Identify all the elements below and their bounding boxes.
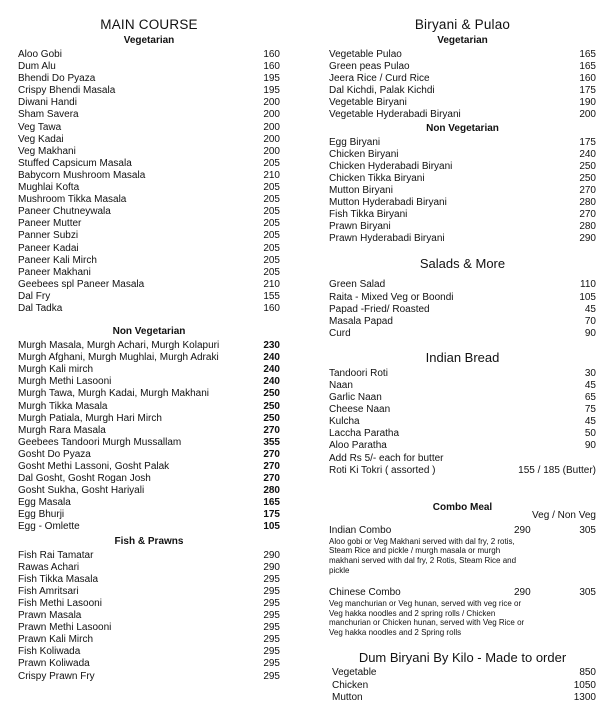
item-name: Mutton Biryani (329, 184, 393, 196)
menu-item (18, 122, 280, 134)
item-price: 295 (263, 646, 280, 658)
menu-item (329, 428, 596, 440)
menu-item (329, 185, 596, 197)
item-name: Vegetable Hyderabadi Biryani (329, 109, 461, 121)
left-veg-heading: Vegetarian (123, 35, 175, 46)
menu-item (329, 61, 596, 73)
fish-list (18, 550, 280, 683)
item-name: Veg Makhani (18, 145, 76, 157)
item-price: 90 (584, 327, 596, 339)
item-price: 240 (263, 364, 280, 376)
item-price: 165 (263, 497, 280, 509)
menu-item (18, 521, 280, 533)
item-price: 160 (579, 73, 596, 85)
menu-item (18, 598, 280, 610)
item-price: 105 (579, 291, 596, 303)
item-name: Gosht Sukha, Gosht Hariyali (18, 485, 145, 497)
item-price: 205 (263, 218, 280, 230)
dum-biryani-list (332, 667, 596, 703)
item-price: 250 (263, 388, 280, 400)
item-name: Murgh Masala, Murgh Achari, Murgh Kolapuri (18, 340, 220, 352)
menu-item (18, 562, 280, 574)
item-name: Chicken (332, 679, 369, 691)
item-price: 160 (263, 61, 280, 73)
item-name: Aloo Paratha (329, 440, 387, 452)
right-nonveg-heading: Non Vegetarian (426, 122, 499, 134)
item-name: Laccha Paratha (329, 428, 400, 440)
right-veg-heading: Vegetarian (437, 35, 488, 46)
menu-item (329, 279, 596, 291)
item-name: Mughlai Kofta (18, 182, 80, 194)
menu-item (329, 109, 596, 121)
menu-item (18, 671, 280, 683)
menu-item (18, 413, 280, 425)
item-name: Rawas Achari (18, 561, 80, 573)
menu-item (18, 622, 280, 634)
menu-item (329, 97, 596, 109)
menu-item (329, 440, 596, 452)
item-price: 295 (263, 585, 280, 597)
item-price: 1300 (573, 691, 596, 703)
menu-item (18, 61, 280, 73)
item-price: 200 (263, 97, 280, 109)
dum-biryani-title: Dum Biryani By Kilo - Made to order (358, 650, 567, 666)
item-price: 270 (263, 448, 280, 460)
menu-item (18, 550, 280, 562)
item-name: Stuffed Capsicum Masala (18, 157, 132, 169)
item-name: Murgh Tawa, Murgh Kadai, Murgh Makhani (18, 388, 210, 400)
menu-item (18, 182, 280, 194)
menu-item (18, 255, 280, 267)
menu-item (329, 173, 596, 185)
item-price: 205 (263, 194, 280, 206)
menu-item (329, 380, 596, 392)
item-name: Vegetable Pulao (329, 49, 402, 60)
item-price: 295 (263, 610, 280, 622)
item-name: Murgh Afghani, Murgh Mughlai, Murgh Adraki (18, 352, 219, 364)
item-name: Veg Tawa (18, 121, 62, 133)
menu-item (329, 316, 596, 328)
item-price: 270 (263, 424, 280, 436)
item-name: Papad -Fried/ Roasted (329, 303, 430, 315)
item-price: 290 (263, 549, 280, 561)
item-name: Add Rs 5/- each for butter (329, 452, 444, 464)
item-name: Dal Gosht, Gosht Rogan Josh (18, 473, 151, 485)
item-name: Gosht Do Pyaza (18, 448, 91, 460)
menu-item (18, 646, 280, 658)
menu-item (18, 388, 280, 400)
item-name: Murgh Kali mirch (18, 364, 94, 376)
combo-description: Aloo gobi or Veg Makhani served with dal fry, 2 rotis, Steam Rice and pickle / murgh masala or murgh makhani served with dal fry, 2 Rotis, Steam Rice and pickle (329, 536, 517, 575)
item-name: Dal Kichdi, Palak Kichdi (329, 85, 435, 97)
menu-item (18, 291, 280, 303)
item-name: Crispy Bhendi Masala (18, 85, 116, 97)
menu-item (18, 158, 280, 170)
item-price: 195 (263, 85, 280, 97)
item-name: Murgh Methi Lasooni (18, 376, 112, 388)
item-price: 195 (263, 73, 280, 85)
item-name: Garlic Naan (329, 392, 382, 404)
item-price: 210 (263, 278, 280, 290)
item-price: 240 (263, 376, 280, 388)
item-name: Fish Koliwada (18, 646, 81, 658)
item-price: 295 (263, 658, 280, 670)
menu-item (329, 209, 596, 221)
item-price: 205 (263, 157, 280, 169)
item-price: 270 (579, 184, 596, 196)
menu-item (329, 233, 596, 245)
item-price: 205 (263, 254, 280, 266)
combo-nonveg-price: 305 (579, 587, 596, 599)
menu-item (18, 97, 280, 109)
menu-item (18, 85, 280, 97)
menu-item (18, 658, 280, 670)
item-name: Mutton (332, 691, 363, 703)
menu-item (329, 304, 596, 316)
combo-veg-price: 290 (514, 587, 531, 599)
menu-item (18, 49, 280, 61)
item-name: Murgh Tikka Masala (18, 400, 108, 412)
item-name: Babycorn Mushroom Masala (18, 169, 146, 181)
menu-item (18, 497, 280, 509)
item-name: Crispy Prawn Fry (18, 670, 95, 682)
item-price: 250 (263, 400, 280, 412)
item-name: Green Salad (329, 279, 386, 291)
bread-list (329, 368, 596, 477)
menu-item (329, 137, 596, 149)
menu-item (18, 425, 280, 437)
menu-item (18, 352, 280, 364)
item-name: Geebees spl Paneer Masala (18, 278, 145, 290)
menu-item (329, 73, 596, 85)
menu-item (18, 73, 280, 85)
item-name: Egg Bhurji (18, 509, 65, 521)
combo-name: Chinese Combo (329, 587, 401, 599)
item-name: Dum Alu (18, 61, 56, 73)
item-price: 205 (263, 182, 280, 194)
item-price: 155 / 185 (Butter) (518, 464, 596, 476)
item-price: 290 (263, 561, 280, 573)
item-name: Prawn Biryani (329, 221, 391, 233)
item-price: 205 (263, 230, 280, 242)
menu-item (329, 221, 596, 233)
right-nonveg-list (329, 137, 596, 246)
menu-item (329, 197, 596, 209)
item-name: Green peas Pulao (329, 61, 410, 73)
item-price: 110 (580, 279, 596, 291)
item-name: Roti Ki Tokri ( assorted ) (329, 464, 436, 476)
menu-item (18, 243, 280, 255)
menu-item (18, 376, 280, 388)
item-name: Egg - Omlette (18, 521, 80, 533)
combo-item (329, 525, 596, 575)
item-name: Panner Subzi (18, 230, 79, 242)
item-price: 205 (263, 206, 280, 218)
item-price: 175 (579, 85, 596, 97)
item-name: Paneer Mutter (18, 218, 82, 230)
menu-item (329, 328, 596, 340)
item-name: Paneer Kali Mirch (18, 254, 97, 266)
item-name: Cheese Naan (329, 404, 391, 416)
menu-item (18, 586, 280, 598)
item-name: Fish Amritsari (18, 585, 79, 597)
left-veg-list (18, 49, 280, 315)
item-price: 280 (263, 485, 280, 497)
item-name: Naan (329, 379, 353, 391)
menu-item (329, 465, 596, 477)
menu-item (329, 149, 596, 161)
item-price: 210 (263, 169, 280, 181)
item-name: Dal Fry (18, 290, 51, 302)
item-price: 105 (263, 521, 280, 533)
item-name: Prawn Koliwada (18, 658, 90, 670)
item-price: 250 (579, 172, 596, 184)
item-name: Raita - Mixed Veg or Boondi (329, 291, 454, 303)
menu-item (18, 509, 280, 521)
item-price: 75 (584, 404, 596, 416)
item-price: 205 (263, 242, 280, 254)
item-price: 270 (579, 209, 596, 221)
item-name: Diwani Handi (18, 97, 77, 109)
menu-item (332, 692, 596, 704)
item-name: Curd (329, 327, 351, 339)
item-name: Chicken Tikka Biryani (329, 172, 425, 184)
item-name: Fish Tikka Biryani (329, 209, 408, 221)
menu-item (18, 206, 280, 218)
main-course-title: MAIN COURSE (100, 17, 198, 32)
menu-item (18, 267, 280, 279)
item-price: 270 (263, 461, 280, 472)
menu-item (329, 453, 596, 465)
menu-item (329, 161, 596, 173)
item-price: 70 (584, 315, 596, 327)
item-name: Jeera Rice / Curd Rice (329, 73, 430, 85)
item-price: 230 (263, 340, 280, 352)
biryani-column (329, 0, 596, 704)
menu-item (329, 85, 596, 97)
menu-item (18, 134, 280, 146)
item-price: 270 (263, 473, 280, 485)
menu-item (18, 401, 280, 413)
item-price: 90 (584, 440, 596, 452)
item-name: Fish Rai Tamatar (18, 549, 94, 561)
menu-item (18, 610, 280, 622)
item-price: 240 (579, 148, 596, 160)
biryani-title: Biryani & Pulao (414, 17, 511, 32)
menu-item (18, 364, 280, 376)
item-price: 295 (263, 622, 280, 634)
item-name: Dal Tadka (18, 302, 63, 314)
item-price: 65 (584, 392, 596, 404)
left-nonveg-list (18, 340, 280, 534)
item-name: Paneer Chutneywala (18, 206, 111, 218)
item-price: 155 (263, 290, 280, 302)
item-name: Prawn Masala (18, 610, 82, 622)
item-price: 240 (263, 352, 280, 364)
menu-item (18, 473, 280, 485)
item-name: Geebees Tandoori Murgh Mussallam (18, 436, 182, 448)
item-name: Prawn Kali Mirch (18, 634, 94, 646)
item-price: 190 (579, 97, 596, 109)
menu-item (18, 279, 280, 291)
item-price: 50 (584, 428, 596, 440)
item-price: 295 (263, 597, 280, 609)
salads-title: Salads & More (419, 256, 506, 272)
item-price: 200 (263, 109, 280, 121)
item-price: 200 (263, 121, 280, 133)
menu-item (18, 574, 280, 586)
item-price: 205 (263, 266, 280, 278)
menu-item (18, 303, 280, 315)
menu-item (18, 170, 280, 182)
bread-title: Indian Bread (425, 349, 500, 365)
menu-item (329, 392, 596, 404)
item-name: Egg Biryani (329, 136, 381, 148)
item-name: Chicken Biryani (329, 148, 399, 160)
menu-item (329, 292, 596, 304)
combo-nonveg-price: 305 (579, 524, 596, 536)
item-name: Fish Methi Lasooni (18, 597, 102, 609)
item-price: 295 (263, 573, 280, 585)
menu-item (329, 416, 596, 428)
item-name: Gosht Methi Lassoni, Gosht Palak (18, 461, 170, 472)
item-name: Masala Papad (329, 315, 393, 327)
item-price: 295 (263, 634, 280, 646)
item-price: 355 (263, 436, 280, 448)
item-price: 295 (263, 670, 280, 682)
combo-veg-price: 290 (514, 524, 531, 536)
item-name: Bhendi Do Pyaza (18, 73, 96, 85)
item-name: Mushroom Tikka Masala (18, 194, 127, 206)
menu-item (18, 194, 280, 206)
menu-item (18, 109, 280, 121)
menu-item (18, 146, 280, 158)
item-name: Aloo Gobi (18, 49, 62, 60)
item-price: 45 (584, 416, 596, 428)
item-price: 165 (579, 49, 596, 60)
item-price: 250 (579, 160, 596, 172)
item-price: 45 (584, 303, 596, 315)
item-price: 160 (263, 302, 280, 314)
item-name: Vegetable (332, 667, 377, 679)
item-name: Veg Kadai (18, 133, 64, 145)
menu-item (18, 218, 280, 230)
item-name: Fish Tikka Masala (18, 573, 99, 585)
main-course-column (18, 0, 280, 683)
item-name: Egg Masala (18, 497, 71, 509)
item-price: 1050 (573, 679, 596, 691)
menu-item (18, 340, 280, 352)
combo-list (329, 525, 596, 638)
menu-item (18, 230, 280, 242)
item-name: Prawn Methi Lasooni (18, 622, 112, 634)
item-name: Paneer Kadai (18, 242, 79, 254)
menu-item (18, 449, 280, 461)
item-name: Chicken Hyderabadi Biryani (329, 160, 453, 172)
combo-name: Indian Combo (329, 524, 392, 536)
item-name: Tandoori Roti (329, 367, 388, 379)
menu-item (332, 667, 596, 679)
item-name: Vegetable Biryani (329, 97, 407, 109)
item-price: 30 (584, 367, 596, 379)
item-price: 280 (579, 221, 596, 233)
item-price: 280 (579, 197, 596, 209)
salads-list (329, 279, 596, 339)
combo-description: Veg manchurian or Veg hunan, served with veg rice or Veg hakka noodles and 2 spring rolls / Chicken manchurian or Chicken hunan, served with Veg Rice or Veg hakka noodles and 2 Spring rolls (329, 599, 525, 637)
menu-item (332, 680, 596, 692)
item-price: 290 (579, 233, 596, 245)
menu-item (18, 634, 280, 646)
item-price: 175 (263, 509, 280, 521)
left-nonveg-heading: Non Vegetarian (112, 326, 186, 338)
item-name: Prawn Hyderabadi Biryani (329, 233, 445, 245)
item-price: 200 (263, 145, 280, 157)
item-price: 200 (263, 133, 280, 145)
menu-item (329, 368, 596, 380)
right-veg-list (329, 49, 596, 122)
combo-price-header: Veg / Non Veg (532, 509, 596, 521)
item-name: Paneer Makhani (18, 266, 91, 278)
item-price: 850 (579, 667, 596, 679)
combo-title: Combo Meal (432, 501, 493, 513)
menu-item (18, 485, 280, 497)
menu-item (329, 404, 596, 416)
item-price: 45 (584, 379, 596, 391)
menu-item (18, 437, 280, 449)
item-name: Murgh Rara Masala (18, 424, 106, 436)
menu-item (18, 461, 280, 473)
item-name: Mutton Hyderabadi Biryani (329, 197, 447, 209)
item-price: 250 (263, 412, 280, 424)
item-name: Kulcha (329, 416, 360, 428)
item-price: 160 (263, 49, 280, 60)
combo-item (329, 587, 596, 637)
fish-heading: Fish & Prawns (114, 535, 184, 547)
item-price: 175 (579, 136, 596, 148)
item-price: 200 (579, 109, 596, 121)
item-name: Sham Savera (18, 109, 79, 121)
item-price: 165 (579, 61, 596, 73)
item-name: Murgh Patiala, Murgh Hari Mirch (18, 412, 162, 424)
menu-item (329, 49, 596, 61)
